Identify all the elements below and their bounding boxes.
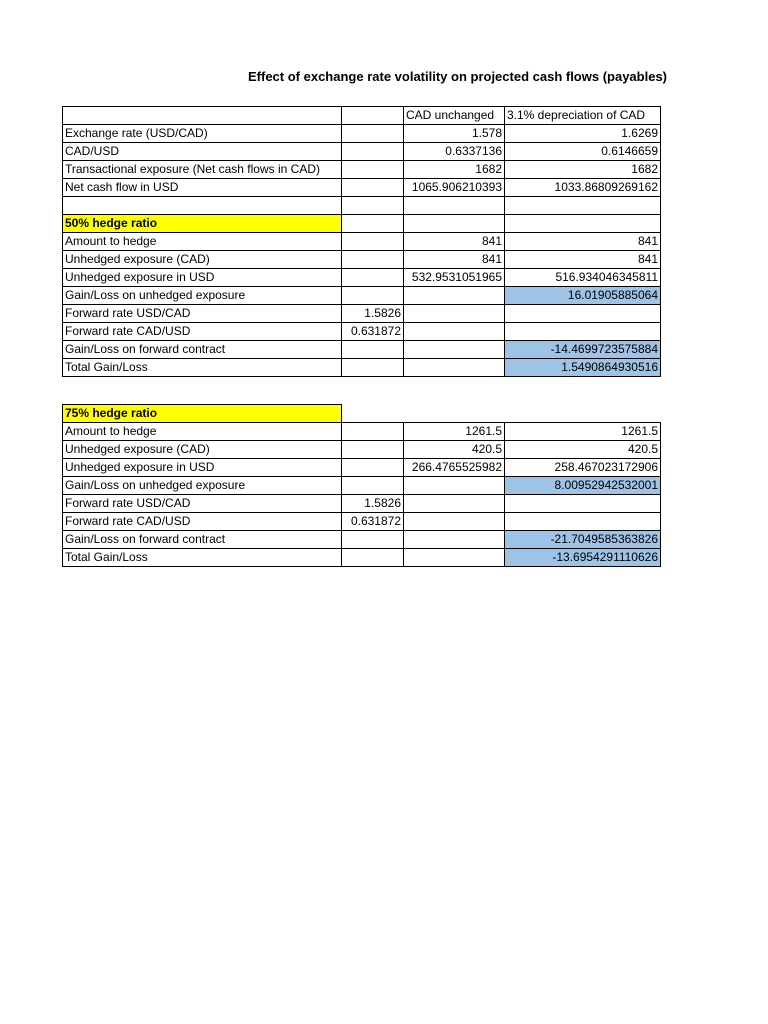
cell[interactable] <box>404 305 505 323</box>
hedge-50-heading[interactable]: 50% hedge ratio <box>63 215 342 233</box>
value-cell[interactable]: 1065.906210393 <box>404 179 505 197</box>
value-cell[interactable]: 1.578 <box>404 125 505 143</box>
table-row <box>63 513 661 531</box>
hedge-75-table <box>62 404 661 567</box>
cell[interactable] <box>505 405 661 423</box>
row-label[interactable]: Gain/Loss on unhedged exposure <box>63 287 342 305</box>
value-cell[interactable]: 0.631872 <box>342 323 404 341</box>
value-cell[interactable]: 1033.86809269162 <box>505 179 661 197</box>
table-row <box>63 161 661 179</box>
cell[interactable] <box>404 495 505 513</box>
section-heading-row <box>63 215 661 233</box>
row-label[interactable]: Amount to hedge <box>63 423 342 441</box>
row-label[interactable]: Total Gain/Loss <box>63 359 342 377</box>
value-cell[interactable]: 1261.5 <box>404 423 505 441</box>
section-heading-row <box>63 405 661 423</box>
row-label[interactable]: Gain/Loss on unhedged exposure <box>63 477 342 495</box>
cell[interactable] <box>342 215 404 233</box>
row-label[interactable]: Forward rate CAD/USD <box>63 513 342 531</box>
value-cell-highlighted[interactable]: -21.7049585363826 <box>505 531 661 549</box>
value-cell[interactable]: 0.631872 <box>342 513 404 531</box>
cell[interactable] <box>342 287 404 305</box>
cell[interactable] <box>342 107 404 125</box>
value-cell[interactable]: 420.5 <box>404 441 505 459</box>
row-label[interactable]: Forward rate USD/CAD <box>63 495 342 513</box>
row-label[interactable]: Total Gain/Loss <box>63 549 342 567</box>
cell[interactable] <box>342 441 404 459</box>
cell[interactable] <box>505 323 661 341</box>
cell[interactable] <box>404 323 505 341</box>
cell[interactable] <box>404 549 505 567</box>
cell[interactable] <box>342 405 404 423</box>
table-row <box>63 233 661 251</box>
row-label[interactable]: Amount to hedge <box>63 233 342 251</box>
table-row <box>63 305 661 323</box>
cell[interactable] <box>505 215 661 233</box>
value-cell-highlighted[interactable]: 1.5490864930516 <box>505 359 661 377</box>
value-cell[interactable]: 1.5826 <box>342 495 404 513</box>
cell[interactable] <box>505 513 661 531</box>
hedge-75-heading[interactable]: 75% hedge ratio <box>63 405 342 423</box>
spacer-row <box>63 197 661 215</box>
cell[interactable] <box>63 197 342 215</box>
row-label[interactable]: Gain/Loss on forward contract <box>63 341 342 359</box>
header-cad-depreciation[interactable]: 3.1% depreciation of CAD <box>505 107 661 125</box>
value-cell[interactable]: 1.6269 <box>505 125 661 143</box>
cell[interactable] <box>404 405 505 423</box>
cell[interactable] <box>342 143 404 161</box>
value-cell[interactable]: 532.9531051965 <box>404 269 505 287</box>
table-row <box>63 125 661 143</box>
value-cell-highlighted[interactable]: 16.01905885064 <box>505 287 661 305</box>
cell[interactable] <box>342 269 404 287</box>
cell[interactable] <box>404 531 505 549</box>
cell[interactable] <box>342 161 404 179</box>
page-title: Effect of exchange rate volatility on projected cash flows (payables) <box>248 69 668 84</box>
value-cell[interactable]: 266.4765525982 <box>404 459 505 477</box>
cell[interactable] <box>342 531 404 549</box>
cell[interactable] <box>63 107 342 125</box>
table-row <box>63 495 661 513</box>
value-cell[interactable]: 1682 <box>505 161 661 179</box>
value-cell[interactable]: 1682 <box>404 161 505 179</box>
cell[interactable] <box>404 215 505 233</box>
table-row <box>63 549 661 567</box>
value-cell[interactable]: 841 <box>505 251 661 269</box>
table-row <box>63 477 661 495</box>
cell[interactable] <box>404 477 505 495</box>
row-label[interactable]: Unhedged exposure (CAD) <box>63 251 342 269</box>
table-row <box>63 251 661 269</box>
value-cell[interactable]: 420.5 <box>505 441 661 459</box>
row-label[interactable]: Unhedged exposure in USD <box>63 269 342 287</box>
row-label[interactable]: Unhedged exposure (CAD) <box>63 441 342 459</box>
value-cell[interactable]: 0.6146659 <box>505 143 661 161</box>
header-cad-unchanged[interactable]: CAD unchanged <box>404 107 505 125</box>
cell[interactable] <box>404 197 505 215</box>
cell[interactable] <box>342 233 404 251</box>
value-cell[interactable]: 841 <box>404 251 505 269</box>
table-row <box>63 287 661 305</box>
value-cell-highlighted[interactable]: -13.6954291110626 <box>505 549 661 567</box>
row-label[interactable]: Net cash flow in USD <box>63 179 342 197</box>
row-label[interactable]: Gain/Loss on forward contract <box>63 531 342 549</box>
cell[interactable] <box>342 125 404 143</box>
cell[interactable] <box>404 513 505 531</box>
value-cell[interactable]: 841 <box>404 233 505 251</box>
table-row <box>63 341 661 359</box>
cell[interactable] <box>342 341 404 359</box>
row-label[interactable]: Exchange rate (USD/CAD) <box>63 125 342 143</box>
cell[interactable] <box>342 459 404 477</box>
value-cell[interactable]: 841 <box>505 233 661 251</box>
row-label[interactable]: Unhedged exposure in USD <box>63 459 342 477</box>
value-cell-highlighted[interactable]: -14.4699723575884 <box>505 341 661 359</box>
table-row <box>63 323 661 341</box>
value-cell[interactable]: 516.934046345811 <box>505 269 661 287</box>
cell[interactable] <box>505 305 661 323</box>
cell[interactable] <box>404 341 505 359</box>
table-row <box>63 441 661 459</box>
table-row <box>63 179 661 197</box>
cell[interactable] <box>505 197 661 215</box>
row-label[interactable]: CAD/USD <box>63 143 342 161</box>
row-label[interactable]: Forward rate USD/CAD <box>63 305 342 323</box>
table-row <box>63 269 661 287</box>
cell[interactable] <box>505 495 661 513</box>
value-cell-highlighted[interactable]: 8.00952942532001 <box>505 477 661 495</box>
table-row <box>63 531 661 549</box>
cell[interactable] <box>342 423 404 441</box>
table-row <box>63 423 661 441</box>
value-cell[interactable]: 258.467023172906 <box>505 459 661 477</box>
cell[interactable] <box>404 359 505 377</box>
row-label[interactable]: Forward rate CAD/USD <box>63 323 342 341</box>
value-cell[interactable]: 1.5826 <box>342 305 404 323</box>
base-and-50-hedge-table <box>62 106 661 377</box>
cell[interactable] <box>342 179 404 197</box>
table-row <box>63 359 661 377</box>
value-cell[interactable]: 1261.5 <box>505 423 661 441</box>
cell[interactable] <box>342 197 404 215</box>
table-row <box>63 459 661 477</box>
header-row <box>63 107 661 125</box>
row-label[interactable]: Transactional exposure (Net cash flows in CAD) <box>63 161 342 179</box>
table-row <box>63 143 661 161</box>
cell[interactable] <box>342 251 404 269</box>
cell[interactable] <box>404 287 505 305</box>
value-cell[interactable]: 0.6337136 <box>404 143 505 161</box>
cell[interactable] <box>342 359 404 377</box>
cell[interactable] <box>342 549 404 567</box>
cell[interactable] <box>342 477 404 495</box>
